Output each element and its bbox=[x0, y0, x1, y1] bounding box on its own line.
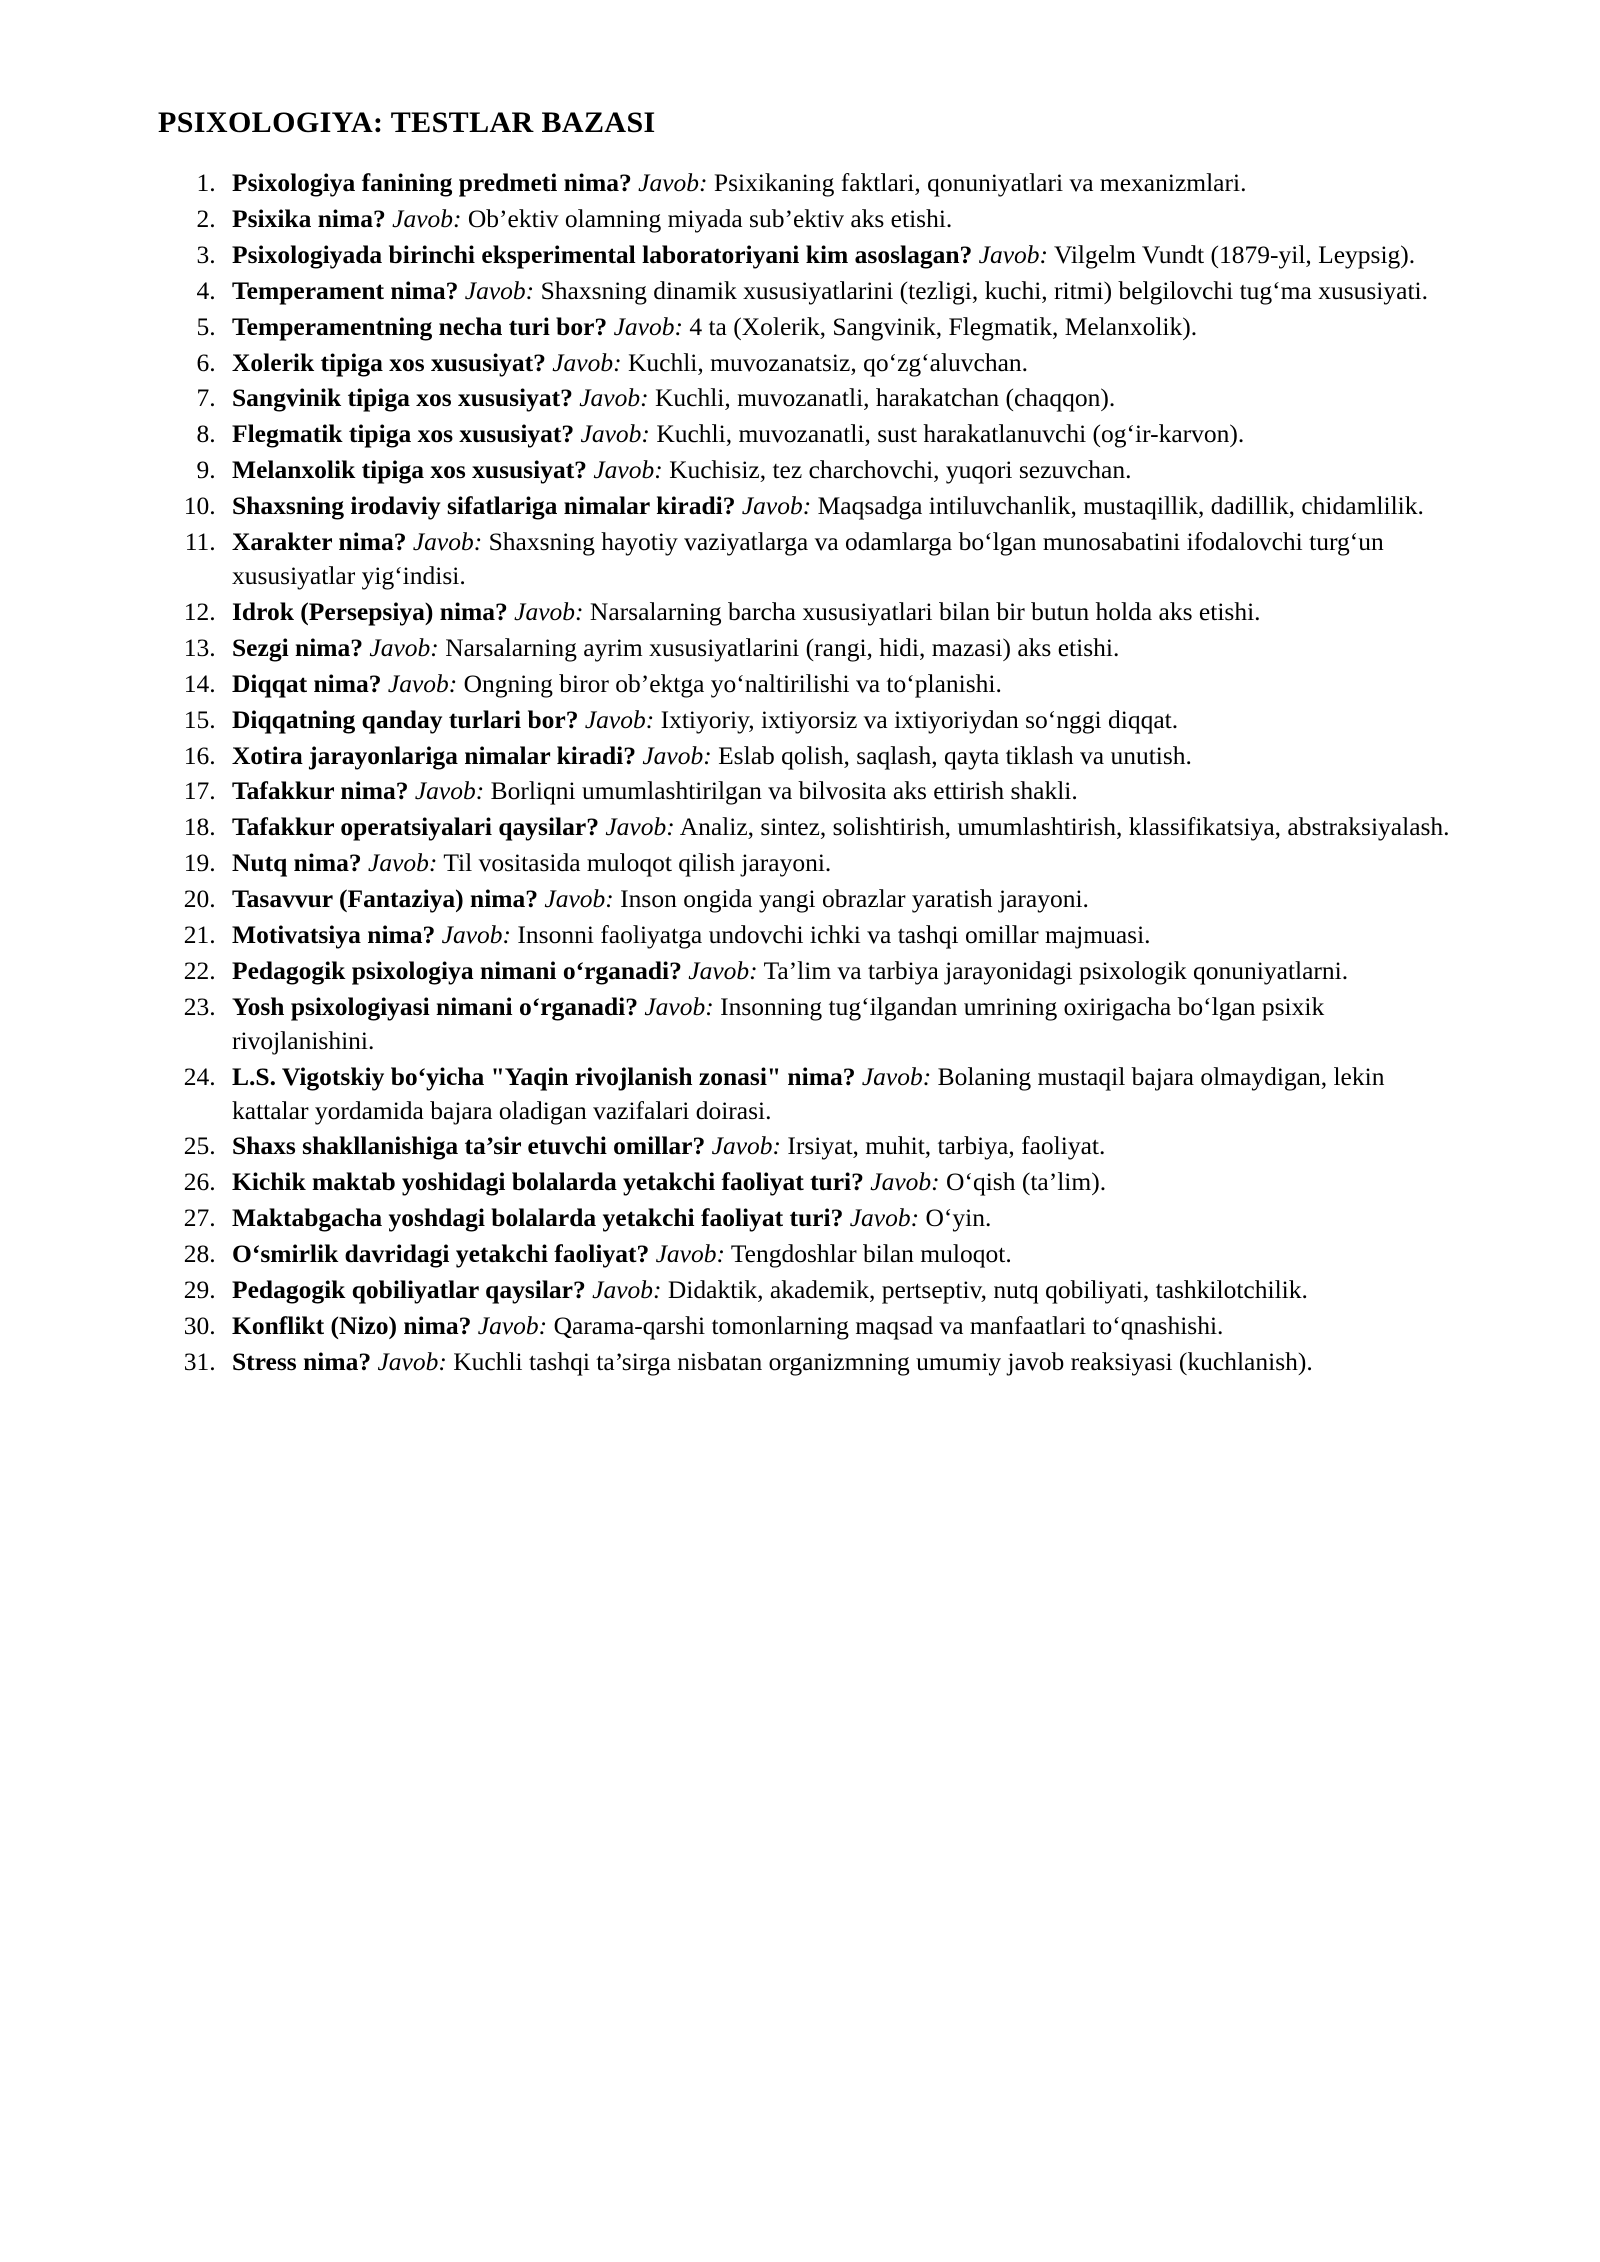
list-item bbox=[222, 882, 1450, 916]
answer-text: Narsalarning ayrim xususiyatlarini (rangi, hidi, mazasi) aks etishi. bbox=[445, 632, 1120, 662]
list-item bbox=[222, 310, 1450, 344]
answer-label: Javob: bbox=[613, 311, 683, 341]
answer-text: Ob’ektiv olamning miyada sub’ektiv aks etishi. bbox=[467, 203, 953, 233]
question-text: Temperamentning necha turi bor? bbox=[232, 311, 608, 341]
answer-label: Javob: bbox=[688, 955, 758, 985]
question-text: Shaxs shakllanishiga ta’sir etuvchi omillar? bbox=[232, 1131, 706, 1161]
answer-text: Ta’lim va tarbiya jarayonidagi psixologik qonuniyatlarni. bbox=[763, 955, 1349, 985]
question-list bbox=[150, 166, 1450, 1379]
answer-text: Narsalarning barcha xususiyatlari bilan bir butun holda aks etishi. bbox=[589, 596, 1261, 626]
answer-text: Ongning biror ob’ektga yo‘naltirilishi va to‘planishi. bbox=[463, 668, 1002, 698]
answer-label: Javob: bbox=[392, 203, 462, 233]
list-item bbox=[222, 846, 1450, 880]
question-text: O‘smirlik davridagi yetakchi faoliyat? bbox=[232, 1239, 650, 1269]
answer-text: Maqsadga intiluvchanlik, mustaqillik, dadillik, chidamlilik. bbox=[817, 491, 1424, 521]
answer-label: Javob: bbox=[741, 491, 812, 521]
answer-text: O‘yin. bbox=[925, 1203, 992, 1233]
answer-text: Kuchli tashqi ta’sirga nisbatan organizmning umumiy javob reaksiyasi (kuchlanish). bbox=[453, 1346, 1313, 1376]
answer-label: Javob: bbox=[605, 812, 675, 842]
answer-text: Vilgelm Vundt (1879-yil, Leypsig). bbox=[1053, 239, 1416, 269]
question-text: Flegmatik tipiga xos xususiyat? bbox=[232, 419, 575, 449]
question-text: Yosh psixologiyasi nimani o‘rganadi? bbox=[232, 991, 638, 1021]
list-item bbox=[222, 631, 1450, 665]
list-item bbox=[222, 381, 1450, 415]
question-text: Psixika nima? bbox=[232, 203, 386, 233]
answer-label: Javob: bbox=[552, 347, 622, 377]
answer-text: Eslab qolish, saqlash, qayta tiklash va unutish. bbox=[718, 740, 1192, 770]
answer-text: Ixtiyoriy, ixtiyorsiz va ixtiyoriydan so‘nggi diqqat. bbox=[660, 704, 1179, 734]
answer-label: Javob: bbox=[978, 239, 1049, 269]
list-item bbox=[222, 595, 1450, 629]
list-item bbox=[222, 810, 1450, 844]
list-item bbox=[222, 1129, 1450, 1163]
answer-text: Psixikaning faktlari, qonuniyatlari va mexanizmlari. bbox=[713, 168, 1247, 197]
answer-label: Javob: bbox=[861, 1061, 932, 1091]
answer-text: Didaktik, akademik, pertseptiv, nutq qobiliyati, tashkilotchilik. bbox=[667, 1275, 1308, 1305]
answer-text: Borliqni umumlashtirilgan va bilvosita aks ettirish shakli. bbox=[490, 776, 1078, 806]
list-item bbox=[222, 202, 1450, 236]
answer-label: Javob: bbox=[514, 596, 584, 626]
list-item bbox=[222, 525, 1450, 593]
answer-label: Javob: bbox=[464, 275, 535, 305]
question-text: Xolerik tipiga xos xususiyat? bbox=[232, 347, 546, 377]
answer-label: Javob: bbox=[638, 168, 708, 197]
answer-label: Javob: bbox=[870, 1167, 940, 1197]
question-text: Pedagogik psixologiya nimani o‘rganadi? bbox=[232, 955, 682, 985]
question-text: Tafakkur operatsiyalari qaysilar? bbox=[232, 812, 599, 842]
answer-text: Kuchli, muvozanatli, harakatchan (chaqqon). bbox=[654, 383, 1116, 413]
list-item bbox=[222, 346, 1450, 380]
answer-label: Javob: bbox=[387, 668, 458, 698]
answer-text: Kuchli, muvozanatli, sust harakatlanuvchi (og‘ir-karvon). bbox=[656, 419, 1245, 449]
question-text: Xotira jarayonlariga nimalar kiradi? bbox=[232, 740, 636, 770]
answer-label: Javob: bbox=[544, 884, 614, 914]
answer-text: Analiz, sintez, solishtirish, umumlashtirish, klassifikatsiya, abstraksiyalash. bbox=[679, 812, 1450, 842]
question-text: Sangvinik tipiga xos xususiyat? bbox=[232, 383, 573, 413]
answer-text: Irsiyat, muhit, tarbiya, faoliyat. bbox=[787, 1131, 1106, 1161]
answer-label: Javob: bbox=[369, 632, 439, 662]
list-item bbox=[222, 1309, 1450, 1343]
list-item bbox=[222, 1273, 1450, 1307]
question-text: Stress nima? bbox=[232, 1346, 372, 1376]
list-item bbox=[222, 417, 1450, 451]
answer-text: O‘qish (ta’lim). bbox=[946, 1167, 1107, 1197]
answer-label: Javob: bbox=[642, 740, 712, 770]
list-item bbox=[222, 703, 1450, 737]
answer-text: Shaxsning dinamik xususiyatlarini (tezligi, kuchi, ritmi) belgilovchi tug‘ma xususiyati. bbox=[540, 275, 1428, 305]
question-text: Konflikt (Nizo) nima? bbox=[232, 1311, 472, 1340]
answer-label: Javob: bbox=[849, 1203, 920, 1233]
answer-text: Tengdoshlar bilan muloqot. bbox=[730, 1239, 1012, 1269]
question-text: Tasavvur (Fantaziya) nima? bbox=[232, 884, 539, 914]
answer-label: Javob: bbox=[477, 1311, 548, 1340]
page-title: PSIXOLOGIYA: TESTLAR BAZASI bbox=[158, 106, 656, 139]
question-text: Kichik maktab yoshidagi bolalarda yetakchi faoliyat turi? bbox=[232, 1167, 864, 1197]
answer-text: Kuchisiz, tez charchovchi, yuqori sezuvchan. bbox=[669, 455, 1132, 485]
question-text: Nutq nima? bbox=[232, 848, 362, 878]
list-item bbox=[222, 1060, 1450, 1128]
question-text: Sezgi nima? bbox=[232, 632, 364, 662]
answer-label: Javob: bbox=[644, 991, 714, 1021]
answer-label: Javob: bbox=[580, 419, 650, 449]
list-item bbox=[222, 918, 1450, 952]
answer-text: Bolaning mustaqil bajara olmaydigan, lekin kattalar yordamida bajara oladigan vazifalari doirasi. bbox=[232, 1061, 1385, 1125]
list-item bbox=[222, 274, 1450, 308]
question-text: Motivatsiya nima? bbox=[232, 920, 436, 950]
answer-label: Javob: bbox=[711, 1131, 782, 1161]
answer-label: Javob: bbox=[368, 848, 438, 878]
answer-label: Javob: bbox=[414, 776, 485, 806]
answer-text: Kuchli, muvozanatsiz, qo‘zg‘aluvchan. bbox=[627, 347, 1029, 377]
answer-label: Javob: bbox=[377, 1346, 447, 1376]
list-item bbox=[222, 774, 1450, 808]
answer-text: Inson ongida yangi obrazlar yaratish jarayoni. bbox=[620, 884, 1089, 914]
answer-label: Javob: bbox=[655, 1239, 725, 1269]
question-text: Psixologiya fanining predmeti nima? bbox=[232, 168, 632, 197]
answer-label: Javob: bbox=[593, 455, 663, 485]
list-item bbox=[222, 453, 1450, 487]
list-item bbox=[222, 1165, 1450, 1199]
question-text: Melanxolik tipiga xos xususiyat? bbox=[232, 455, 587, 485]
question-text: Xarakter nima? bbox=[232, 527, 407, 557]
question-text: Pedagogik qobiliyatlar qaysilar? bbox=[232, 1275, 586, 1305]
question-text: Temperament nima? bbox=[232, 275, 459, 305]
list-item bbox=[222, 489, 1450, 523]
question-text: Maktabgacha yoshdagi bolalarda yetakchi faoliyat turi? bbox=[232, 1203, 844, 1233]
question-text: Diqqatning qanday turlari bor? bbox=[232, 704, 579, 734]
question-text: Shaxsning irodaviy sifatlariga nimalar kiradi? bbox=[232, 491, 736, 521]
list-item bbox=[222, 990, 1450, 1058]
answer-text: Til vositasida muloqot qilish jarayoni. bbox=[443, 848, 832, 878]
list-item bbox=[222, 1201, 1450, 1235]
answer-text: Insonning tug‘ilgandan umrining oxirigacha bo‘lgan psixik rivojlanishini. bbox=[232, 991, 1325, 1055]
list-item bbox=[222, 667, 1450, 701]
answer-label: Javob: bbox=[579, 383, 649, 413]
list-item bbox=[222, 1345, 1450, 1379]
answer-label: Javob: bbox=[584, 704, 655, 734]
list-item bbox=[222, 1237, 1450, 1271]
question-text: Tafakkur nima? bbox=[232, 776, 409, 806]
answer-text: Shaxsning hayotiy vaziyatlarga va odamlarga bo‘lgan munosabatini ifodalovchi turg‘un xususiyatlar yig‘indisi. bbox=[232, 527, 1384, 590]
question-text: Diqqat nima? bbox=[232, 668, 382, 698]
answer-label: Javob: bbox=[441, 920, 512, 950]
list-item bbox=[222, 954, 1450, 988]
answer-label: Javob: bbox=[592, 1275, 662, 1305]
answer-text: Insonni faoliyatga undovchi ichki va tashqi omillar majmuasi. bbox=[517, 920, 1151, 950]
question-text: Idrok (Persepsiya) nima? bbox=[232, 596, 508, 626]
list-item bbox=[222, 238, 1450, 272]
answer-text: Qarama-qarshi tomonlarning maqsad va manfaatlari to‘qnashishi. bbox=[553, 1311, 1224, 1340]
answer-text: 4 ta (Xolerik, Sangvinik, Flegmatik, Melanxolik). bbox=[689, 311, 1198, 341]
answer-label: Javob: bbox=[412, 527, 483, 557]
question-text: L.S. Vigotskiy bo‘yicha "Yaqin rivojlanish zonasi" nima? bbox=[232, 1061, 856, 1091]
question-text: Psixologiyada birinchi eksperimental laboratoriyani kim asoslagan? bbox=[232, 239, 973, 269]
list-item bbox=[222, 739, 1450, 773]
list-item bbox=[222, 166, 1450, 200]
